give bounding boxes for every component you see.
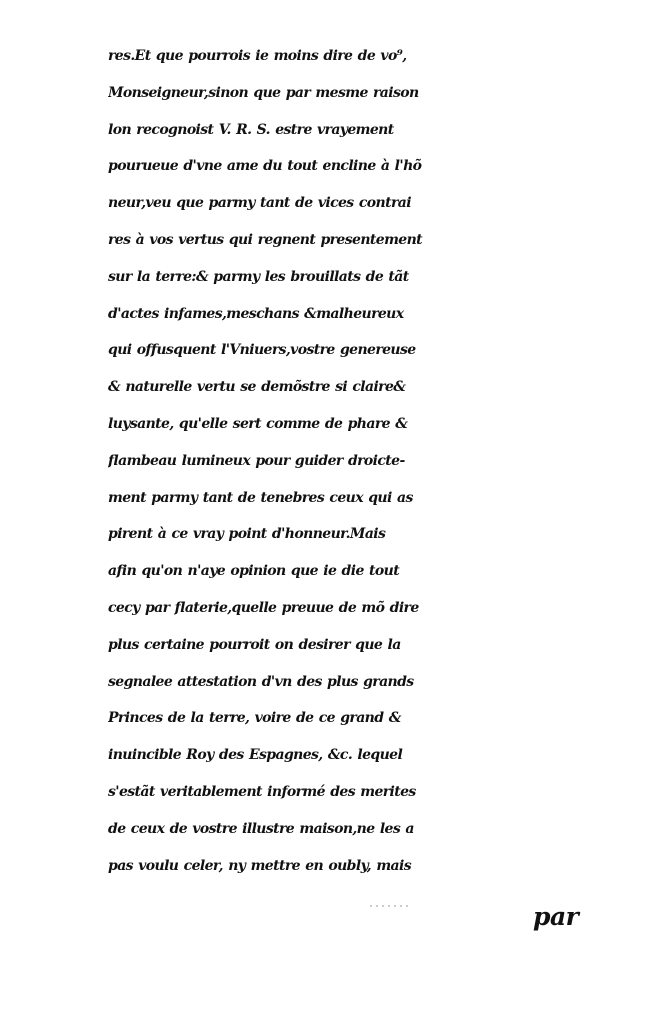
text-line: res à vos vertus qui regnent presentement [108,231,423,248]
text-line: sur la terre:& parmy les brouillats de tãt [108,268,409,285]
text-line: lon recognoist V. R. S. estre vrayement [108,121,394,138]
text-line: segnalee attestation d'vn des plus grands [108,673,414,690]
text-line: pirent à ce vray point d'honneur.Mais [108,526,386,543]
text-line: plus certaine pourroit on desirer que la [108,636,401,653]
catchword: par [533,902,579,931]
text-line: d'actes infames,meschans &malheureux [108,305,404,322]
text-line: Monseigneur,sinon que par mesme raison [108,84,419,101]
text-line: de ceux de vostre illustre maison,ne les a [108,820,414,837]
text-line: res.Et que pourrois ie moins dire de vo⁹, [108,48,407,64]
text-line: & naturelle vertu se demõstre si claire& [108,379,406,396]
text-line: neur,veu que parmy tant de vices contrai [108,195,411,212]
text-line: afin qu'on n'aye opinion que ie die tout [108,563,400,580]
text-line: inuincible Roy des Espagnes, &c. lequel [108,747,403,764]
text-line: pourueue d'vne ame du tout encline à l'hõ [108,158,422,175]
text-line: s'estãt veritablement informé des merites [108,783,416,800]
text-block [108,38,608,884]
text-line: cecy par flaterie,quelle preuue de mõ dire [108,599,419,616]
text-line: flambeau lumineux pour guider droicte- [108,452,405,469]
text-line: ment parmy tant de tenebres ceux qui as [108,489,413,506]
text-line: luysante, qu'elle sert comme de phare & [108,415,408,432]
printing-speck [370,905,410,907]
text-line: qui offusquent l'Vniuers,vostre genereuse [108,342,416,359]
text-line: pas voulu celer, ny mettre en oubly, mais [108,857,412,874]
text-line: Princes de la terre, voire de ce grand & [108,710,401,727]
